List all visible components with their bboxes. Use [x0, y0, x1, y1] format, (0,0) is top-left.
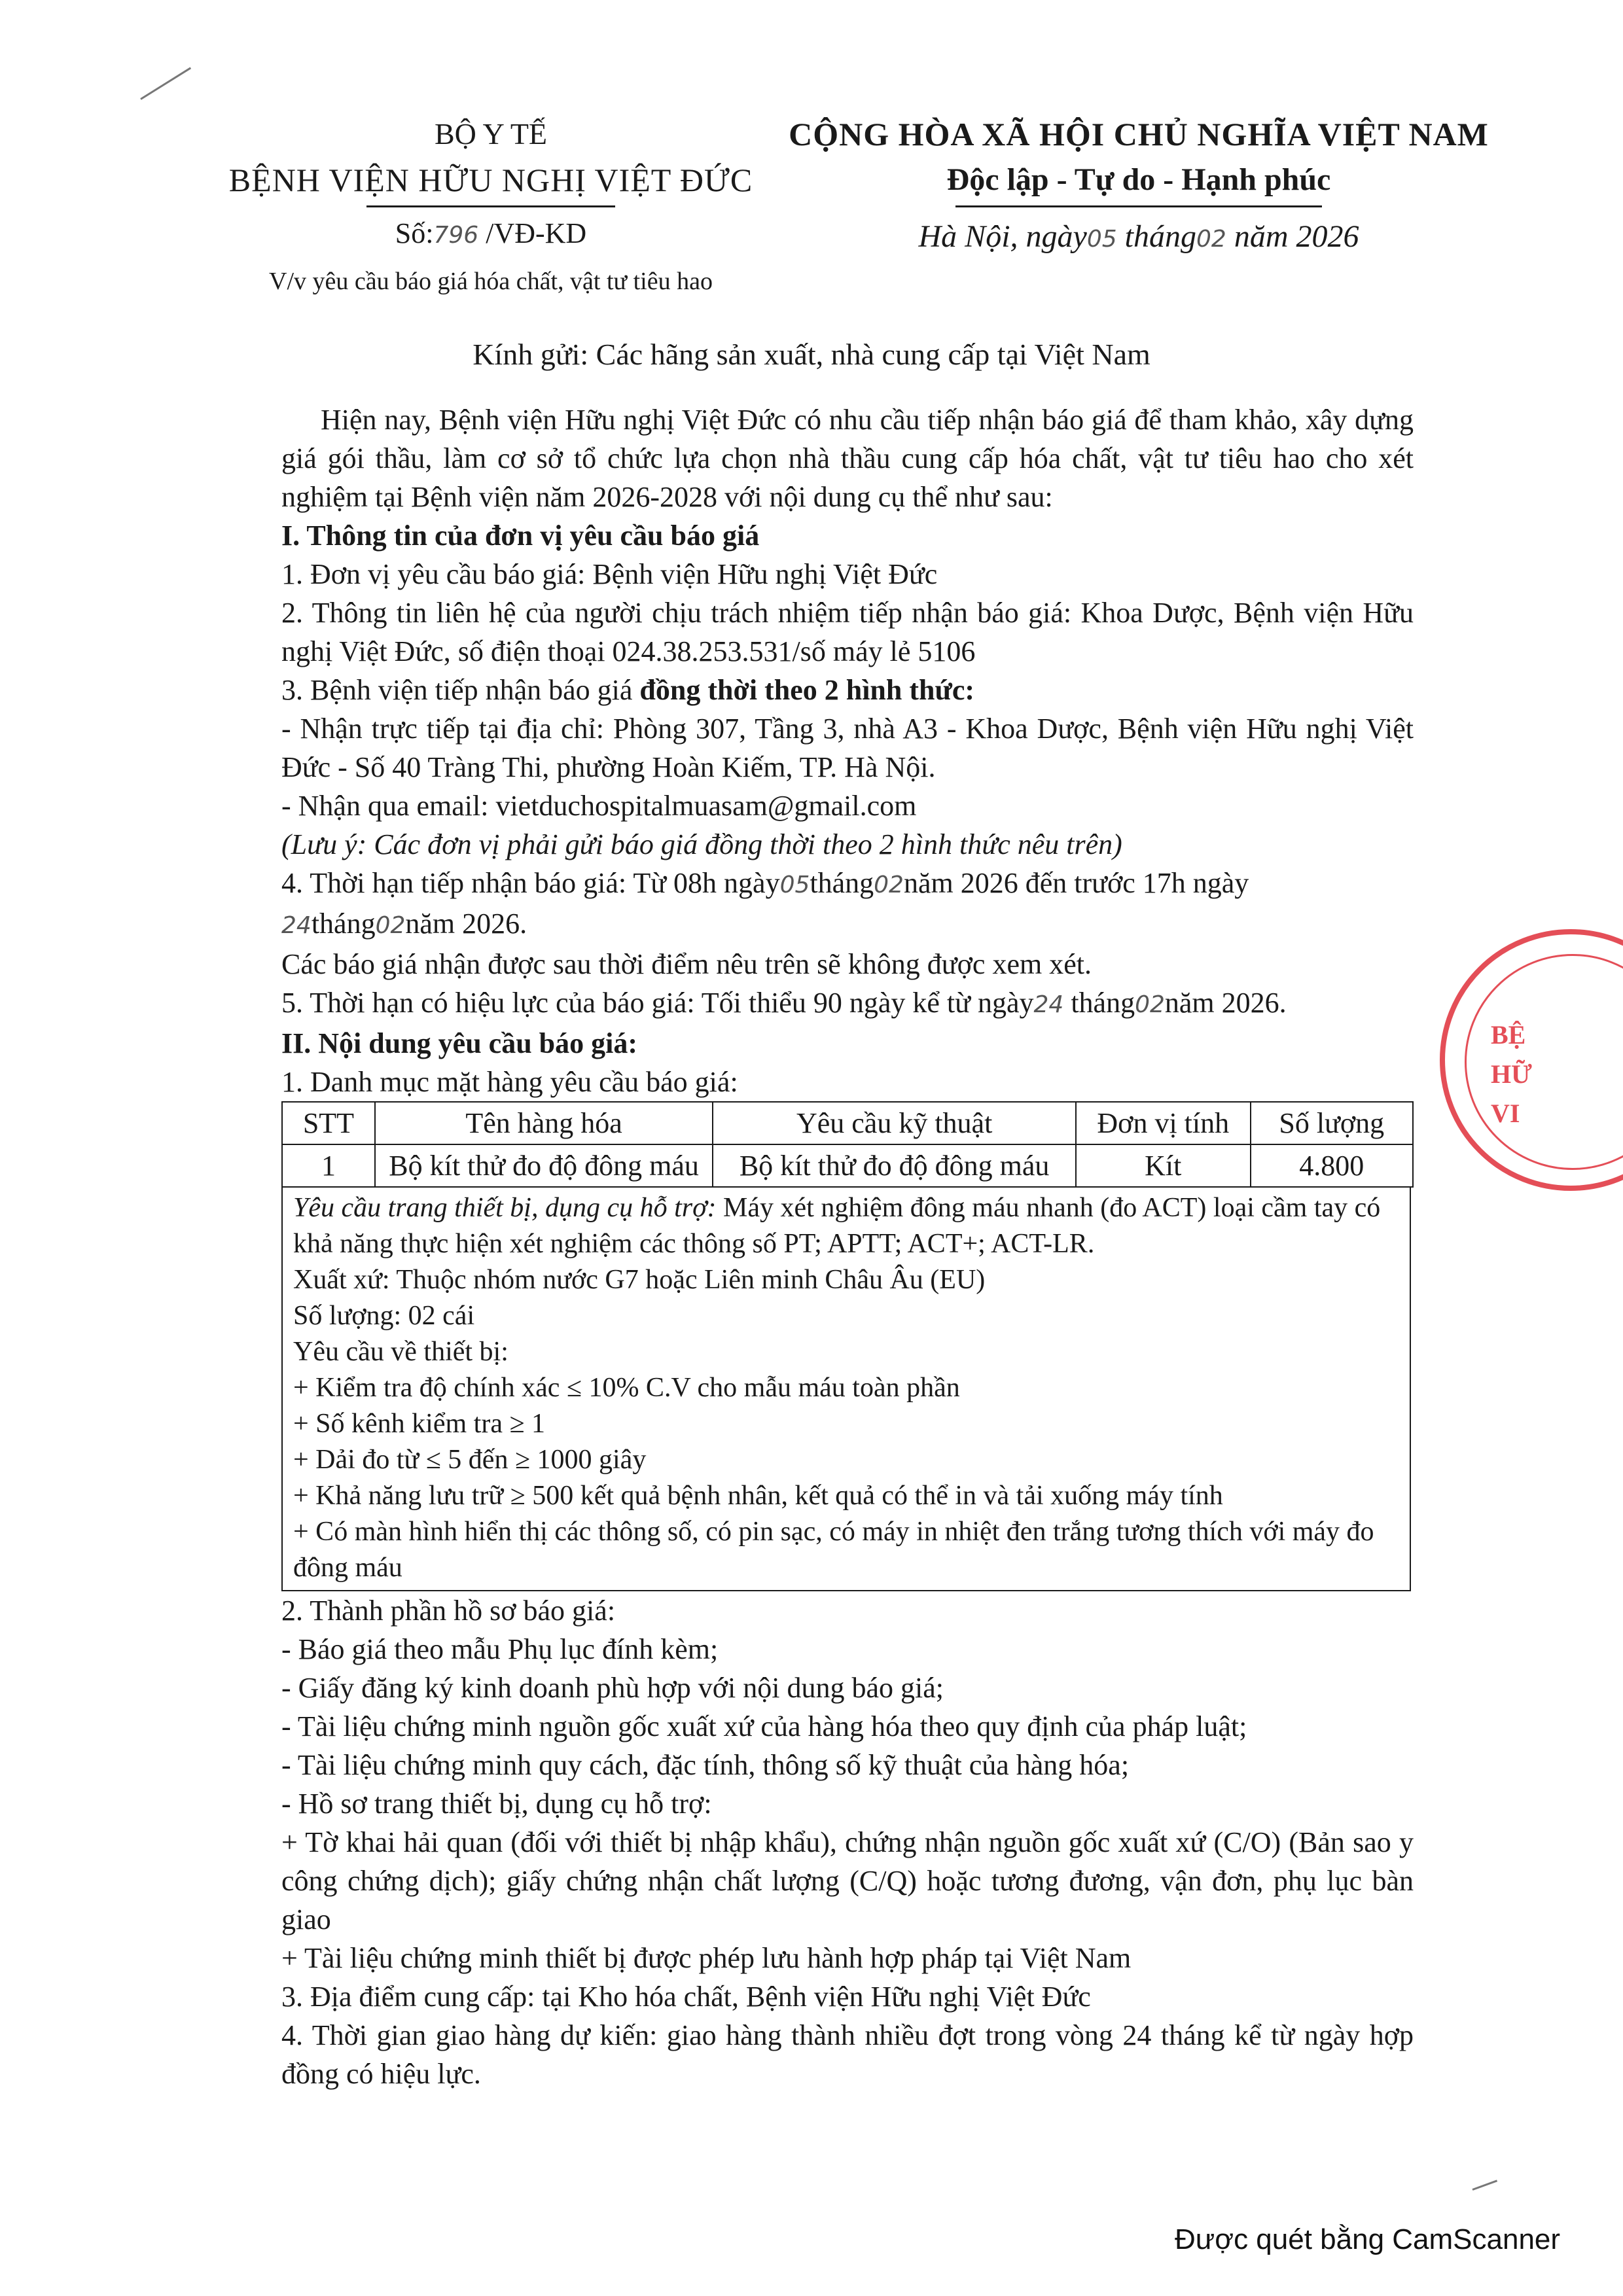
- hospital-name: BỆNH VIỆN HỮU NGHỊ VIỆT ĐỨC: [228, 162, 753, 198]
- scan-mark: [140, 67, 191, 100]
- section2-list-title: 1. Danh mục mặt hàng yêu cầu báo giá:: [281, 1066, 738, 1098]
- issue-date: Hà Nội, ngày05 tháng02 năm 2026: [918, 219, 1359, 254]
- section1-item5: 5. Thời hạn có hiệu lực của báo giá: Tối thiểu 90 ngày kể từ ngày24 tháng02năm 2026.: [281, 987, 1287, 1019]
- docs-item: - Hồ sơ trang thiết bị, dụng cụ hỗ trợ:: [281, 1788, 712, 1820]
- docs-item: - Tài liệu chứng minh nguồn gốc xuất xứ của hàng hóa theo quy định của pháp luật;: [281, 1710, 1247, 1742]
- section1-item3-a: - Nhận trực tiếp tại địa chỉ: Phòng 307, Tầng 3, nhà A3 - Khoa Dược, Bệnh viện Hữu nghị Việt Đức - Số 40 Tràng Thi, phường Hoàn Kiếm, TP. Hà Nội.: [281, 713, 1414, 783]
- national-header: [785, 111, 1492, 269]
- salutation: Kính gửi: Các hãng sản xuất, nhà cung cấp tại Việt Nam: [473, 338, 1150, 371]
- motto: Độc lập - Tự do - Hạnh phúc: [946, 162, 1331, 197]
- equipment-requirements: [281, 1188, 1411, 1591]
- section1-note: (Lưu ý: Các đơn vị phải gửi báo giá đồng thời theo 2 hình thức nêu trên): [281, 828, 1122, 860]
- col-header: Yêu cầu kỹ thuật: [713, 1102, 1076, 1144]
- items-table: [281, 1101, 1414, 1188]
- docs-title: 2. Thành phần hồ sơ báo giá:: [281, 1595, 616, 1627]
- country-name: CỘNG HÒA XÃ HỘI CHỦ NGHĨA VIỆT NAM: [789, 116, 1489, 152]
- col-header: Số lượng: [1251, 1102, 1413, 1144]
- issuer-block: [196, 111, 785, 301]
- req-dev-title: Yêu cầu về thiết bị:: [293, 1337, 508, 1367]
- req-origin: Xuất xứ: Thuộc nhóm nước G7 hoặc Liên minh Châu Âu (EU): [293, 1265, 986, 1295]
- section1-title: I. Thông tin của đơn vị yêu cầu báo giá: [281, 520, 760, 552]
- stamp-text: HỮ: [1491, 1059, 1532, 1089]
- section1-item3: 3. Bệnh viện tiếp nhận báo giá đồng thời theo 2 hình thức:: [281, 674, 975, 706]
- camscanner-watermark: Được quét bằng CamScanner: [1175, 2223, 1561, 2255]
- scan-mark: [1472, 2180, 1497, 2190]
- docs-item: + Tài liệu chứng minh thiết bị được phép lưu hành hợp pháp tại Việt Nam: [281, 1942, 1132, 1974]
- section1-item4-note: Các báo giá nhận được sau thời điểm nêu trên sẽ không được xem xét.: [281, 948, 1092, 980]
- section1-item1: 1. Đơn vị yêu cầu báo giá: Bệnh viện Hữu nghị Việt Đức: [281, 558, 938, 590]
- section1-item2: 2. Thông tin liên hệ của người chịu trách nhiệm tiếp nhận báo giá: Khoa Dược, Bệnh viện Hữu nghị Việt Đức, số điện thoại 024.38.253.531/số máy lẻ 5106: [281, 597, 1414, 667]
- handwritten-number: 796: [433, 222, 479, 249]
- ministry-name: BỘ Y TẾ: [434, 117, 548, 150]
- stamp-inner-ring: [1465, 954, 1623, 1170]
- req-intro: Yêu cầu trang thiết bị, dụng cụ hỗ trợ: Máy xét nghiệm đông máu nhanh (đo ACT) loại cầm tay có khả năng thực hiện xét nghiệm các thông số PT; APTT; ACT+; ACT-LR.: [293, 1193, 1381, 1259]
- docs-item: - Báo giá theo mẫu Phụ lục đính kèm;: [281, 1633, 719, 1665]
- table-header-row: [282, 1102, 1413, 1144]
- req-qty: Số lượng: 02 cái: [293, 1301, 475, 1331]
- section2-title: II. Nội dung yêu cầu báo giá:: [281, 1027, 638, 1059]
- delivery-time: 4. Thời gian giao hàng dự kiến: giao hàng thành nhiều đợt trong vòng 24 tháng kể từ ngày hợp đồng có hiệu lực.: [281, 2019, 1414, 2090]
- req-dev: + Dải đo từ ≤ 5 đến ≥ 1000 giây: [293, 1445, 647, 1475]
- table-cell: Bộ kít thử đo độ đông máu: [713, 1144, 1076, 1187]
- table-cell: 1: [282, 1144, 375, 1187]
- red-seal-stamp: [1440, 929, 1623, 1191]
- req-dev: + Khả năng lưu trữ ≥ 500 kết quả bệnh nhân, kết quả có thể in và tải xuống máy tính: [293, 1481, 1223, 1511]
- table-cell: Kít: [1076, 1144, 1251, 1187]
- section1-item3-b: - Nhận qua email: vietduchospitalmuasam@gmail.com: [281, 790, 917, 822]
- document-number: Số:796 /VĐ-KD: [395, 217, 587, 249]
- col-header: STT: [282, 1102, 375, 1144]
- col-header: Tên hàng hóa: [375, 1102, 713, 1144]
- letter-body: [281, 400, 1414, 2093]
- subject-line: V/v yêu cầu báo giá hóa chất, vật tư tiêu hao: [269, 268, 713, 295]
- delivery-place: 3. Địa điểm cung cấp: tại Kho hóa chất, Bệnh viện Hữu nghị Việt Đức: [281, 1981, 1091, 2013]
- stamp-text: BỆ: [1491, 1020, 1526, 1050]
- table-row: [282, 1144, 1413, 1187]
- table-cell: Bộ kít thử đo độ đông máu: [375, 1144, 713, 1187]
- docs-item: - Tài liệu chứng minh quy cách, đặc tính, thông số kỹ thuật của hàng hóa;: [281, 1749, 1130, 1781]
- intro-paragraph: Hiện nay, Bệnh viện Hữu nghị Việt Đức có nhu cầu tiếp nhận báo giá để tham khảo, xây dựng giá gói thầu, làm cơ sở tổ chức lựa chọn nhà thầu cung cấp hóa chất, vật tư tiêu hao cho xét nghiệm tại Bệnh viện năm 2026-2028 với nội dung cụ thể như sau:: [281, 404, 1414, 513]
- stamp-text: VI: [1491, 1099, 1520, 1128]
- docs-item: + Tờ khai hải quan (đối với thiết bị nhập khẩu), chứng nhận nguồn gốc xuất xứ (C/O) (Bản sao y công chứng dịch); giấy chứng nhận chất lượng (C/Q) hoặc tương đương, vận đơn, phụ lục bàn giao: [281, 1826, 1414, 1935]
- table-cell: 4.800: [1251, 1144, 1413, 1187]
- docs-item: - Giấy đăng ký kinh doanh phù hợp với nội dung báo giá;: [281, 1672, 944, 1704]
- col-header: Đơn vị tính: [1076, 1102, 1251, 1144]
- req-dev: + Kiểm tra độ chính xác ≤ 10% C.V cho mẫu máu toàn phần: [293, 1373, 960, 1403]
- section1-item4: 4. Thời hạn tiếp nhận báo giá: Từ 08h ngày05tháng02năm 2026 đến trước 17h ngày 24tháng02năm 2026.: [281, 867, 1249, 940]
- req-dev: + Có màn hình hiển thị các thông số, có pin sạc, có máy in nhiệt đen trắng tương thích với máy đo đông máu: [293, 1517, 1374, 1583]
- req-dev: + Số kênh kiểm tra ≥ 1: [293, 1409, 546, 1439]
